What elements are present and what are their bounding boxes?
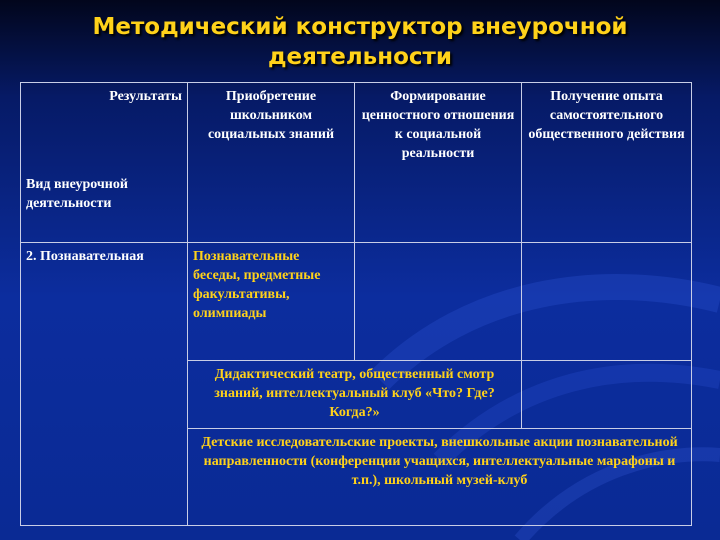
empty-cell <box>522 361 692 429</box>
corner-cell <box>21 83 188 243</box>
corner-activity-type-label: Вид внеурочной деятельности <box>26 177 128 211</box>
header-row <box>21 83 692 243</box>
cell-level-1: Познавательные беседы, предметные факультативы, олимпиады <box>188 243 355 361</box>
constructor-table <box>20 82 692 526</box>
header-level-1: Приобретение школьником социальных знаний <box>188 83 355 243</box>
slide-title-line-2: деятельности <box>267 44 453 70</box>
header-level-2: Формирование ценностного отношения к социальной реальности <box>355 83 522 243</box>
corner-results-label: Результаты <box>109 89 182 104</box>
slide-title-line-1: Методический конструктор внеурочной <box>92 14 628 40</box>
table-row <box>21 243 692 361</box>
cell-level-3: Детские исследовательские проекты, внешкольные акции познавательной направленности (конференции учащихся, интеллектуальные марафоны и т.п.), школьный музей-клуб <box>188 429 692 526</box>
cell-level-2: Дидактический театр, общественный смотр знаний, интеллектуальный клуб «Что? Где? Когда?» <box>188 361 522 429</box>
row-label-cognitive: 2. Познавательная <box>21 243 188 526</box>
empty-cell <box>355 243 522 361</box>
header-level-3: Получение опыта самостоятельного общественного действия <box>522 83 692 243</box>
empty-cell <box>522 243 692 361</box>
slide-title <box>0 12 720 72</box>
